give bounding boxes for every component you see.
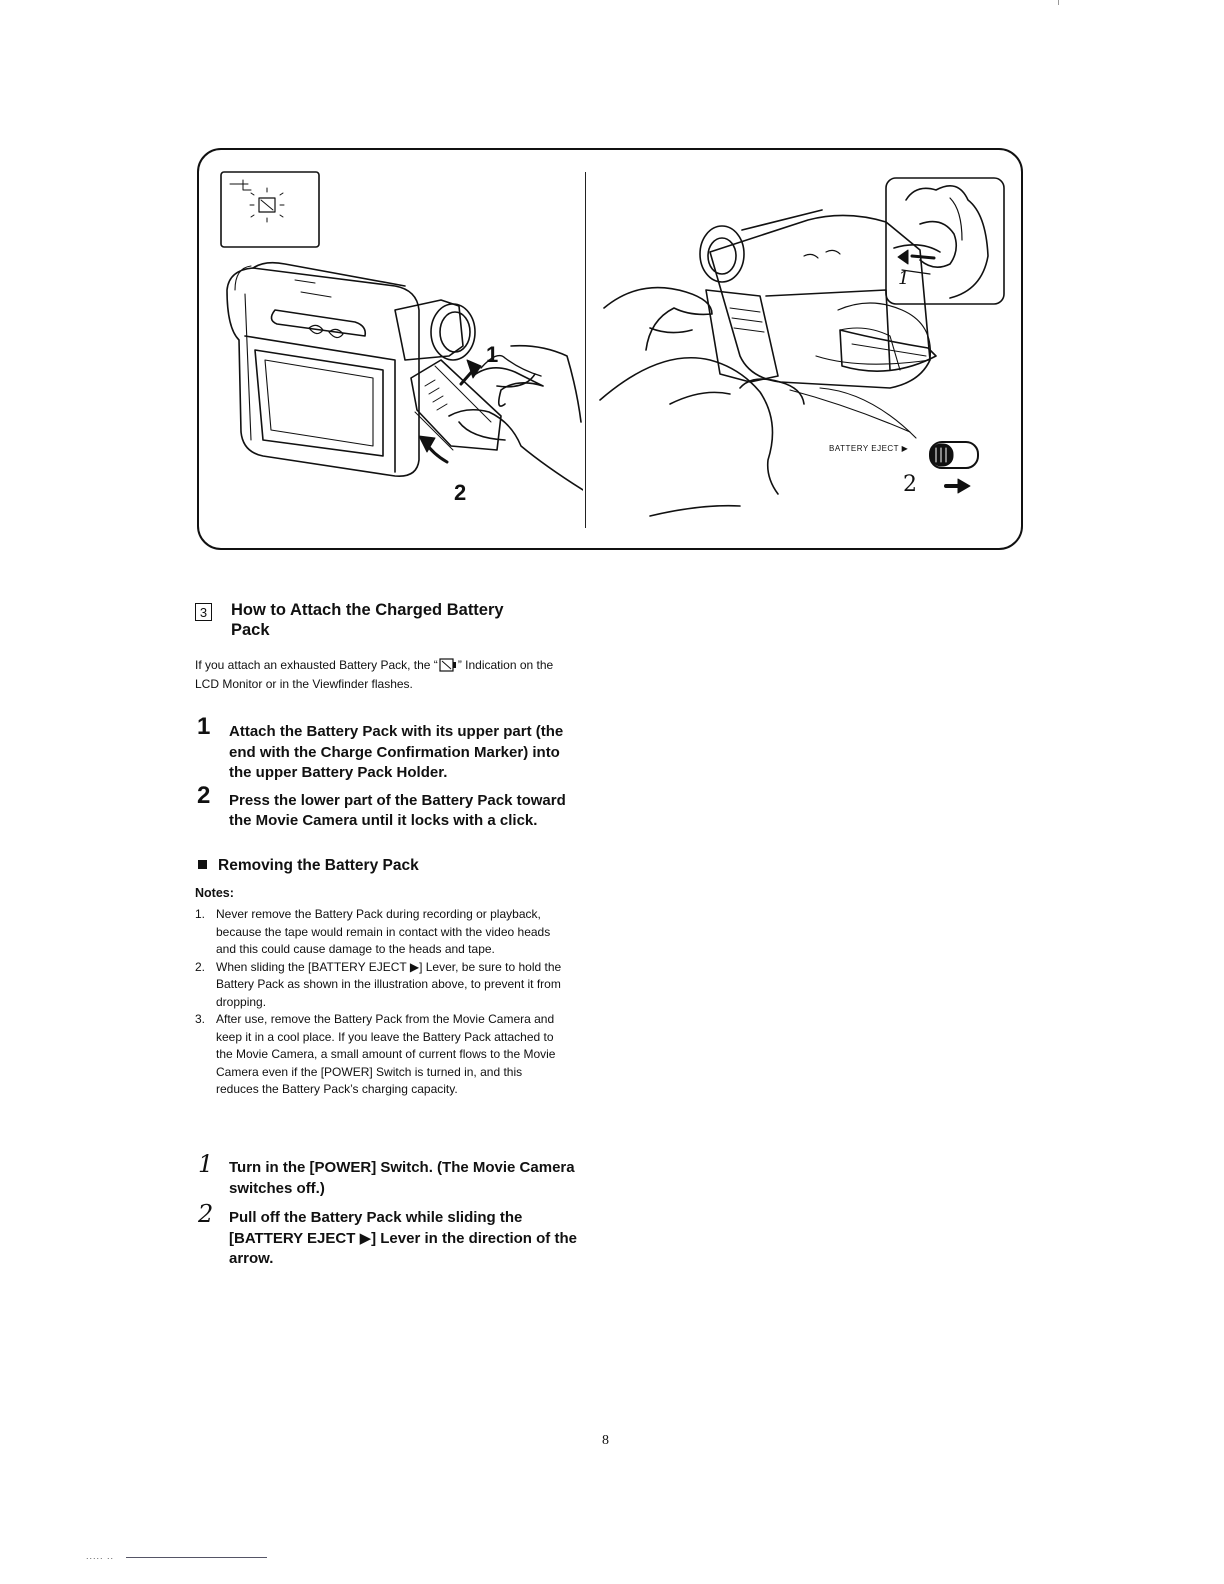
right-callout-1: 1: [898, 268, 910, 289]
step-text: Turn in the [POWER] Switch. (The Movie Camera switches off.): [229, 1159, 575, 1197]
step-text: Press the lower part of the Battery Pack toward the Movie Camera until it locks with a click.: [229, 791, 566, 829]
section-title: [195, 600, 580, 640]
battery-eject-lever-detail: [930, 442, 978, 468]
battery-warning-icon: [439, 658, 457, 677]
step-number: 2: [197, 781, 211, 809]
right-callout-2: 2: [903, 472, 917, 497]
bullet-square: [198, 860, 207, 869]
camcorder-body: [700, 210, 930, 388]
note-number: 1.: [195, 907, 206, 921]
attach-step: [195, 713, 580, 784]
note-text: When sliding the [BATTERY EJECT ▶] Lever, be sure to hold the Battery Pack as shown in the illustration above, to prevent it from dropping.: [216, 959, 562, 1009]
removing-heading: [195, 857, 580, 875]
remove-battery-illustration: [590, 160, 1015, 530]
remove-step: [195, 1200, 580, 1270]
battery-eject-label: BATTERY EJECT ▶: [829, 444, 909, 453]
intro-paragraph: [195, 658, 555, 692]
section-heading: [195, 600, 580, 640]
note-item: [195, 1011, 567, 1099]
lcd-inset-frame: [221, 172, 319, 247]
camcorder-body: [227, 263, 419, 477]
remove-steps: [195, 1150, 580, 1270]
eyepiece: [395, 300, 475, 360]
note-item: [195, 959, 567, 1012]
scan-artifact-dots: ..... ..: [86, 1551, 115, 1561]
left-callout-2: 2: [454, 480, 467, 505]
note-text: Never remove the Battery Pack during recording or playback, because the tape would remain in contact with the video heads and this could cause damage to the heads and tape.: [216, 907, 551, 956]
step-number: 2: [198, 1200, 214, 1228]
note-number: 3.: [195, 1012, 206, 1026]
left-callout-1: 1: [486, 342, 499, 367]
note-number: 2.: [195, 959, 206, 974]
step-text: Pull off the Battery Pack while sliding the [BATTERY EJECT ▶] Lever in the direction of the arrow.: [229, 1209, 577, 1267]
notes-list: [195, 906, 567, 1099]
section-title-line1: How to Attach the Charged Battery: [231, 601, 504, 619]
scan-artifact-rule: [126, 1557, 267, 1558]
removing-heading-text: Removing the Battery Pack: [218, 857, 419, 874]
step-text: Attach the Battery Pack with its upper part (the end with the Charge Confirmation Marker) into the upper Battery Pack Holder.: [229, 723, 564, 781]
section-title-line2: Pack: [231, 621, 270, 639]
battery-pack: [706, 290, 778, 382]
note-item: [195, 906, 567, 959]
scan-corner-mark: [1058, 0, 1059, 5]
battery-warning-icon: [230, 180, 284, 222]
attach-battery-illustration: [205, 160, 583, 520]
step-number: 1: [198, 1150, 214, 1178]
hands: [600, 288, 804, 516]
intro-text-2: ” Indication on the LCD Monitor or in the Viewfinder flashes.: [195, 658, 554, 691]
intro-text-1: If you attach an exhausted Battery Pack, the “: [195, 658, 438, 672]
illustration-divider: [585, 172, 586, 528]
remove-step: [195, 1150, 580, 1199]
notes-label: Notes:: [195, 886, 234, 900]
page-number: 8: [602, 1433, 609, 1448]
section-number: 3: [195, 603, 212, 621]
note-text: After use, remove the Battery Pack from the Movie Camera and keep it in a cool place. If you leave the Battery Pack attached to the Movie Camera, a small amount of current flows to the Movie Camera even if the [POWER] Switch is turned in, and this reduces the Battery Pack’s charging capacity.: [216, 1012, 556, 1096]
step-number: 1: [197, 713, 211, 740]
attach-step: [195, 781, 580, 832]
attach-steps: [195, 713, 580, 832]
